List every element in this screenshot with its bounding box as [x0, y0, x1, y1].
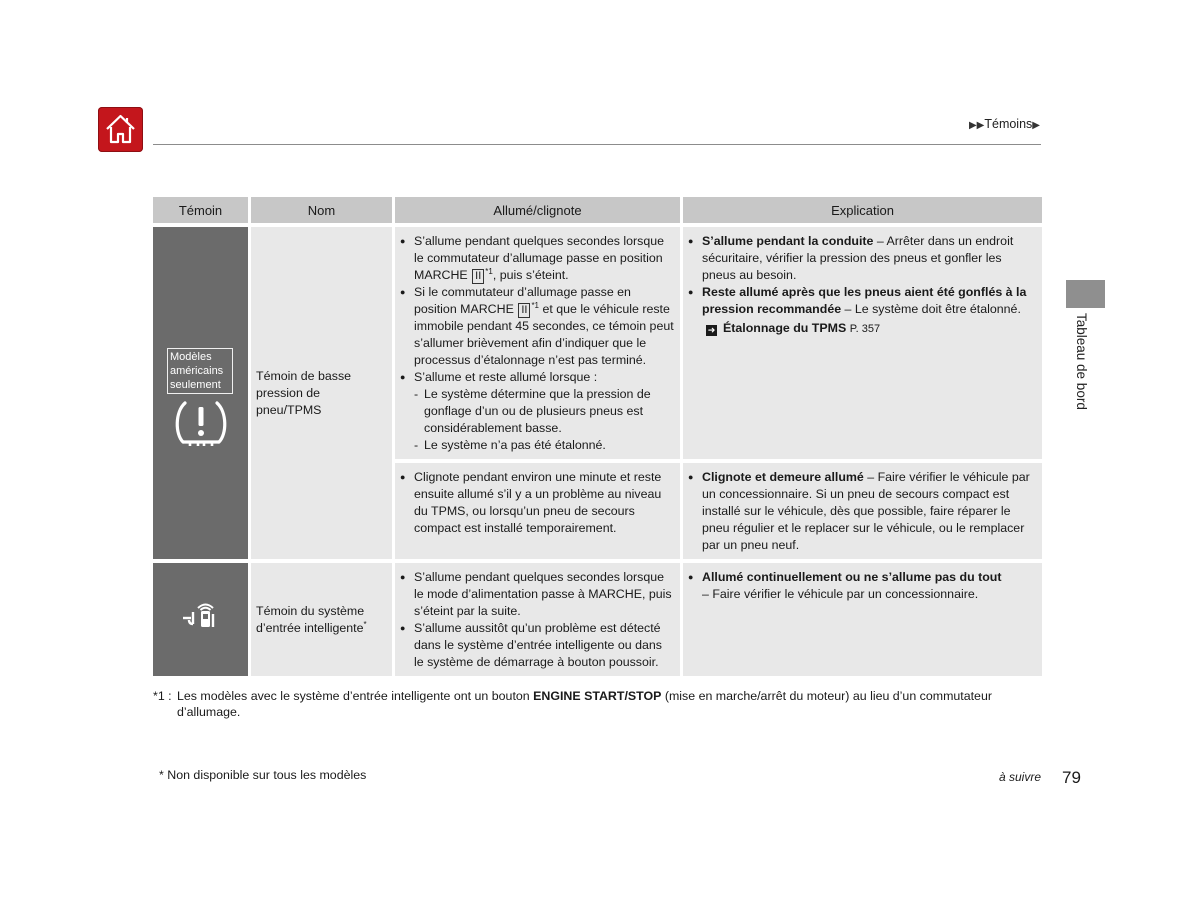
section-tab[interactable]: [1066, 280, 1105, 308]
tpms-on-cell: [395, 227, 680, 459]
col-header-temoin: Témoin: [153, 197, 248, 223]
smart-entry-on-cell: [395, 563, 680, 676]
list-item: ● Clignote et demeure allumé – Faire vérifier le véhicule par un concessionnaire. Si un pneu de secours compact est installé sur le véhicule, dès que possible, faire réparer le pneu régulier et le replacer sur le véhicule, ou le remplacer par un pneu neuf.: [702, 469, 1037, 554]
smart-entry-name-cell: [251, 563, 392, 676]
reference-arrow-icon: ➜: [707, 325, 716, 335]
ignition-key-glyph: II: [472, 269, 484, 284]
cross-reference-link[interactable]: ➜ Étalonnage du TPMS P. 357: [707, 321, 881, 335]
breadcrumb[interactable]: [969, 117, 1040, 131]
list-item: ● Clignote pendant environ une minute et reste ensuite allumé s’il y a un problème au niveau du TPMS, ou lorsqu’un pneu de secours compact est installé temporairement.: [414, 469, 675, 537]
table-row: [153, 227, 1042, 459]
breadcrumb-arrow-icon: ▶▶: [968, 120, 985, 131]
footnote-ref: *1: [485, 266, 493, 276]
list-item: ● S’allume pendant la conduite – Arrêter dans un endroit sécuritaire, vérifier la pression des pneus et gonfler les pneus au besoin.: [702, 233, 1037, 284]
list-item: ● S’allume pendant quelques secondes lorsque le mode d’alimentation passe à MARCHE, puis s’éteint par la suite.: [414, 569, 675, 620]
col-header-nom: Nom: [251, 197, 392, 223]
home-icon: [103, 112, 138, 147]
footnote: *1 : Les modèles avec le système d’entrée intelligente ont un bouton ENGINE START/STOP (mise en marche/arrêt du moteur) au lieu d’un commutateur d’allumage.: [153, 689, 992, 719]
col-header-explication: Explication: [683, 197, 1042, 223]
breadcrumb-arrow-icon: ▶: [1032, 120, 1040, 131]
list-item: ● S’allume et reste allumé lorsque : - Le système détermine que la pression de gonflage d’un ou de plusieurs pneus est considérablement basse. - Le système n’a pas été étalonné.: [414, 369, 675, 454]
list-item: ● S’allume aussitôt qu’un problème est détecté dans le système d’entrée intelligente ou dans le système de démarrage à bouton poussoir.: [414, 620, 675, 671]
section-label: Tableau de bord: [1074, 313, 1089, 410]
ignition-key-glyph: II: [518, 303, 530, 318]
page-number: 79: [1062, 768, 1081, 787]
us-models-badge: Modèles américains seulement: [167, 348, 233, 394]
tpms-blink-explanation-cell: [683, 463, 1042, 559]
table-row: [153, 563, 1042, 676]
continued-label: à suivre: [999, 770, 1042, 784]
smart-entry-explanation-cell: [683, 563, 1042, 676]
tpms-warning-icon: [173, 398, 229, 448]
smart-entry-icon: [181, 601, 221, 629]
tpms-blink-cell: [395, 463, 680, 559]
availability-note: * Non disponible sur tous les modèles: [159, 768, 367, 782]
footnote-mark: *1 :: [153, 689, 172, 703]
table-header-row: [153, 197, 1042, 223]
list-item: - Le système n’a pas été étalonné.: [424, 437, 675, 454]
tpms-name: Témoin de basse pression de pneu/TPMS: [256, 369, 352, 417]
footnote-ref: *1: [531, 300, 539, 310]
list-item: ● Reste allumé après que les pneus aient été gonflés à la pression recommandée – Le système doit être étalonné.: [702, 284, 1037, 318]
list-item: - Le système détermine que la pression de gonflage d’un ou de plusieurs pneus est considérablement basse.: [424, 386, 675, 437]
list-item: ● Allumé continuellement ou ne s’allume pas du tout – Faire vérifier le véhicule par un concessionnaire.: [702, 569, 1037, 603]
indicator-table: [150, 193, 1045, 680]
home-button[interactable]: [98, 107, 143, 152]
tpms-icon-cell: [153, 227, 248, 559]
tpms-name-cell: [251, 227, 392, 559]
smart-entry-name: Témoin du système d’entrée intelligente: [256, 604, 365, 635]
list-item: ● S’allume pendant quelques secondes lorsque le commutateur d’allumage passe en position MARCHE II $^{*1}$, puis s’éteint.: [414, 233, 675, 284]
tpms-explanation-cell: [683, 227, 1042, 459]
smart-entry-icon-cell: [153, 563, 248, 676]
header-divider: [153, 144, 1041, 145]
col-header-allume: Allumé/clignote: [395, 197, 680, 223]
breadcrumb-label: Témoins: [984, 117, 1033, 131]
not-available-mark: *: [363, 619, 367, 629]
list-item: ● Si le commutateur d’allumage passe en position MARCHE II $^{*1}$ et que le véhicule reste immobile pendant 45 secondes, ce témoin peut s’allumer brièvement afin d’indiquer que le processus d’étalonnage n’est pas terminé.: [414, 284, 675, 369]
